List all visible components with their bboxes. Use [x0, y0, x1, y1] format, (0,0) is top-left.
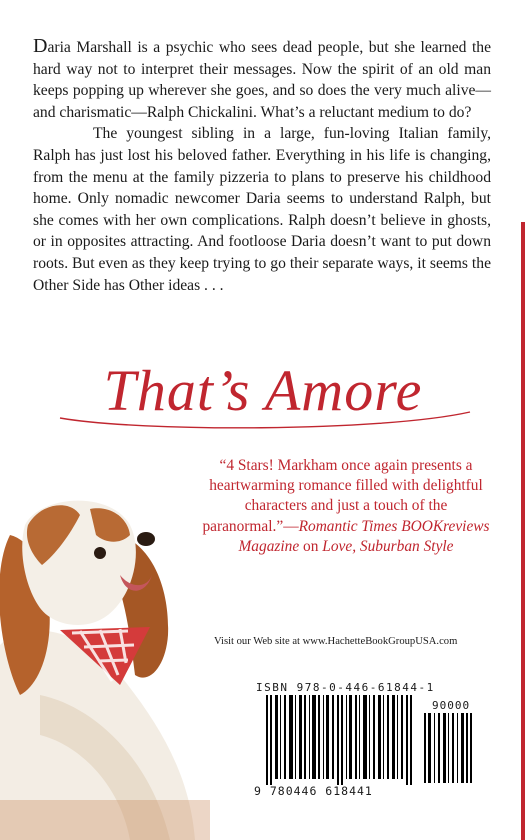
isbn-label: ISBN 978-0-446-61844-1 — [256, 681, 435, 694]
dog-illustration — [0, 495, 210, 840]
book-title — [0, 348, 525, 448]
isbn-barcode — [240, 673, 488, 801]
quote-source: Romantic Times BOOKreviews Magazine — [238, 517, 490, 555]
quote-text: “4 Stars! Markham once again presents a heartwarming romance filled with delightful characters and just a touch of the paranormal.”— — [202, 457, 483, 535]
price-addon-code: 90000 — [432, 699, 471, 712]
blurb-paragraph-2: The youngest sibling in a large, fun-loving Italian family, Ralph has just lost his beloved father. Everything in his life is changing, from the menu at the family pizzeria to plans to preserve his childhood home. Only nomadic newcomer Daria seems to understand Ralph, but she comes with her own complications. Ralph doesn’t believe in ghosts, or in opposites attracting. And footloose Daria doesn’t want to put down roots. But even as they keep trying to go their separate ways, it seems the Other Side has Other ideas . . . — [33, 125, 491, 294]
website-line: Visit our Web site at www.HachetteBookGroupUSA.com — [214, 636, 458, 647]
blurb-paragraph-1-text: aria Marshall is a psychic who sees dead people, but she learned the hard way not to interpret their messages. Now the spirit of an old man keeps popping up wherever she goes, and so does the very much alive—and charismatic—Ralph Chickalini. What’s a reluctant medium to do? — [33, 39, 491, 121]
quote-on: on — [299, 537, 323, 555]
quote-book: Love, Suburban Style — [322, 537, 454, 555]
barcode-digits: 9 780446 618441 — [254, 784, 373, 798]
blurb-initial: D — [33, 35, 48, 57]
ean-bars — [266, 695, 416, 785]
addon-bars — [424, 713, 474, 783]
review-quote — [196, 456, 496, 557]
book-blurb — [33, 36, 491, 296]
blurb-paragraph-1 — [33, 36, 491, 123]
book-title-text: That’s Amore — [103, 358, 423, 423]
spine-accent-line — [521, 222, 525, 840]
